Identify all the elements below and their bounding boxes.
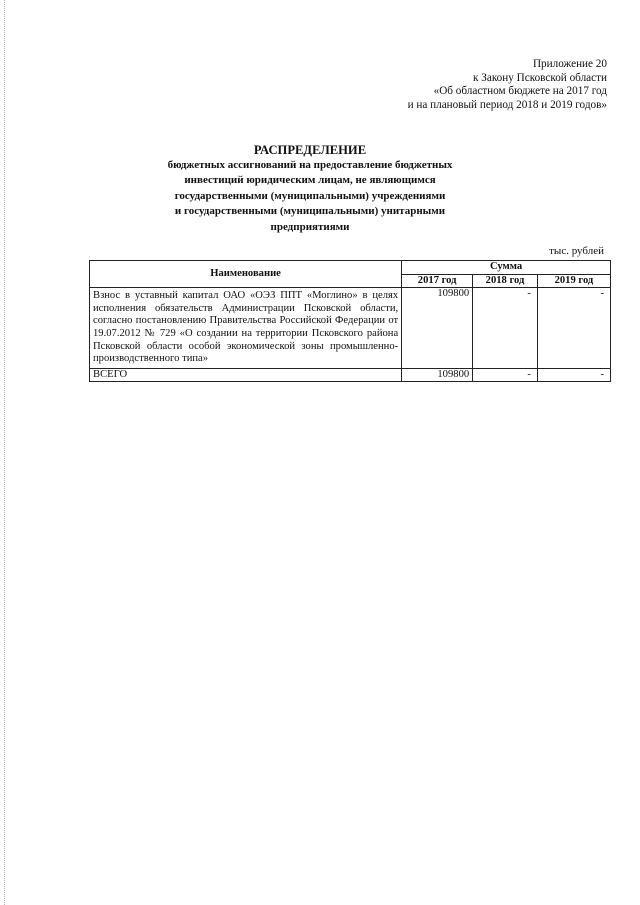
title-line: бюджетных ассигнований на предоставление бюджетных [167,159,453,171]
scan-left-edge [4,0,5,905]
row-value-2017: 109800 [402,288,473,369]
row-value-2018: - [473,288,538,369]
units-label: тыс. рублей [549,245,604,257]
appendix-line: Приложение 20 [532,58,607,70]
total-label: ВСЕГО [90,368,402,382]
total-value-2019: - [537,368,610,382]
title-line: предприятиями [270,220,350,233]
header-year-2018: 2018 год [473,274,538,288]
header-year-2019: 2019 год [537,274,610,288]
row-value-2019: - [537,288,610,369]
appendix-line: и на плановый период 2018 и 2019 годов» [407,98,607,111]
table-total-row [90,368,611,382]
header-name: Наименование [90,261,402,288]
header-year-2017: 2017 год [402,274,473,288]
table-header-row [90,261,611,275]
document-title [130,143,490,235]
budget-table [89,260,611,382]
title-line: и государственными (муниципальными) унитарными [174,205,446,218]
header-sum: Сумма [402,261,611,275]
title-line: государственными (муниципальными) учреждениями [174,189,446,202]
appendix-line: к Закону Псковской области [473,71,607,84]
total-value-2017: 109800 [402,368,473,382]
title-line: инвестиций юридическим лицам, не являющимся [184,174,436,187]
appendix-line: «Об областном бюджете на 2017 год [433,85,607,98]
table-row [90,288,611,369]
appendix-header [408,58,607,112]
total-value-2018: - [473,368,538,382]
title-main: РАСПРЕДЕЛЕНИЕ [253,143,367,157]
row-name: Взнос в уставный капитал ОАО «ОЭЗ ППТ «Моглино» в целях исполнения обязательств Администрации Псковской области, согласно постановлению Правительства Российской Федерации от 19.07.2012 № 729 «О создании на территории Псковского района Псковской области особой экономической зоны промышленно-производственного типа» [90,288,402,369]
